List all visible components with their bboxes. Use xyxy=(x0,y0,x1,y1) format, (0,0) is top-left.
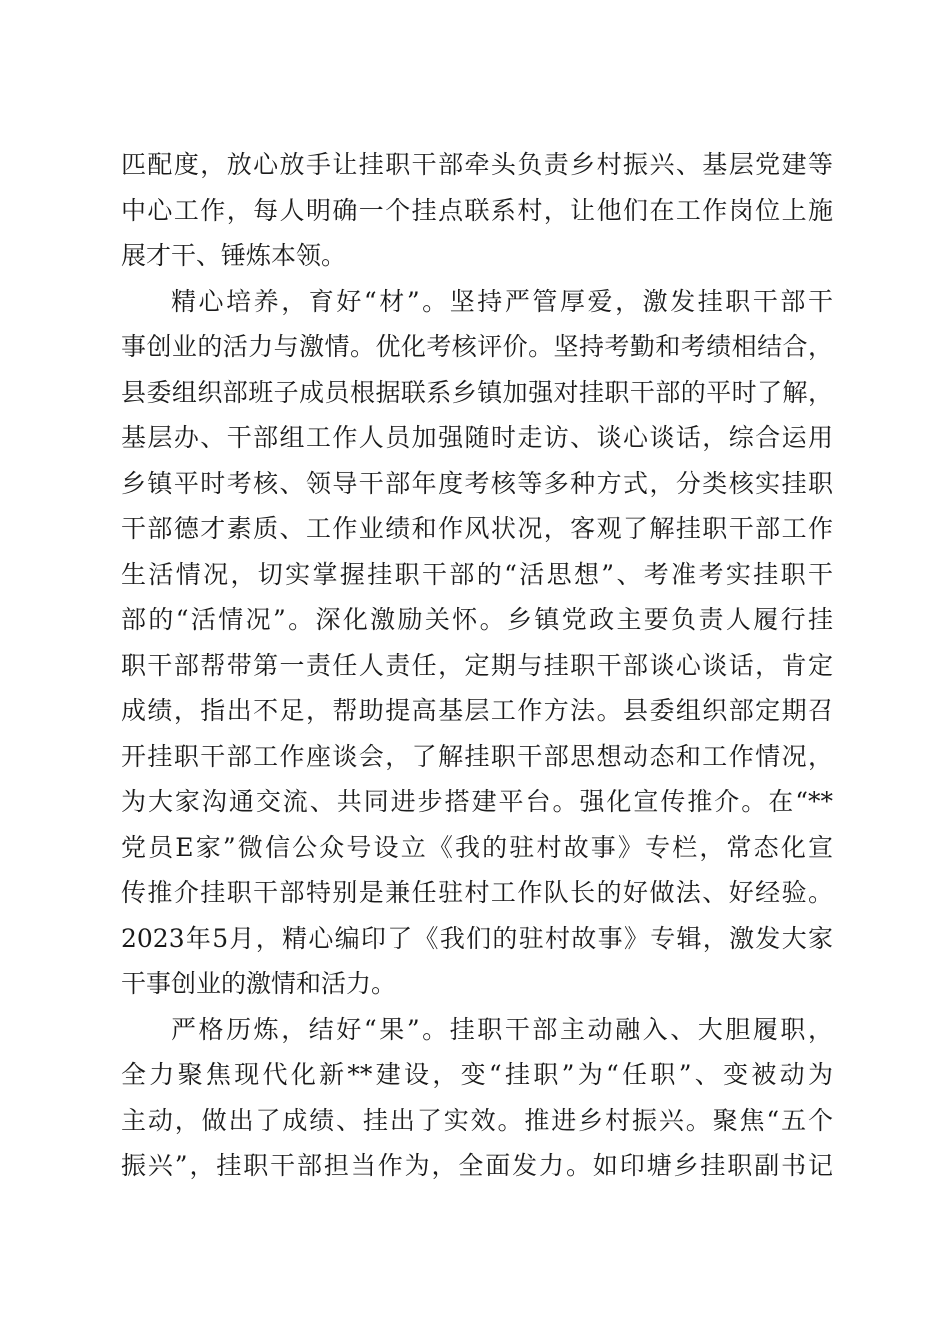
text-line: 传推介挂职干部特别是兼任驻村工作队长的好做法、好经验。 xyxy=(121,878,833,907)
text-line: 县委组织部班子成员根据联系乡镇加强对挂职干部的平时了解， xyxy=(121,377,833,407)
text-line: 职干部帮带第一责任人责任，定期与挂职干部谈心谈话，肯定 xyxy=(121,650,833,680)
text-line: 成绩，指出不足，帮助提高基层工作方法。县委组织部定期召 xyxy=(121,696,833,725)
text-line: 干部德才素质、工作业绩和作风状况，客观了解挂职干部工作 xyxy=(121,514,833,543)
text-line: 部的“活情况”。深化激励关怀。乡镇党政主要负责人履行挂 xyxy=(121,605,833,634)
text-line: 生活情况，切实掌握挂职干部的“活思想”、考准考实挂职干 xyxy=(121,559,833,589)
text-line: 振兴”，挂职干部担当作为，全面发力。如印塘乡挂职副书记 xyxy=(121,1151,833,1180)
text-line: 精心培养，育好“材”。坚持严管厚爱，激发挂职干部干 xyxy=(171,286,833,316)
text-line: 2023年5月，精心编印了《我们的驻村故事》专辑，激发大家 xyxy=(121,923,833,953)
text-line: 展才干、锤炼本领。 xyxy=(121,241,347,270)
text-line: 为大家沟通交流、共同进步搭建平台。强化宣传推介。在“** xyxy=(121,787,833,816)
text-line: 全力聚焦现代化新**建设，变“挂职”为“任职”、变被动为 xyxy=(121,1060,833,1089)
text-line: 严格历炼，结好“果”。挂职干部主动融入、大胆履职， xyxy=(171,1014,833,1044)
text-line: 干事创业的激情和活力。 xyxy=(121,969,397,998)
text-line: 主动，做出了成绩、挂出了实效。推进乡村振兴。聚焦“五个 xyxy=(121,1105,833,1135)
text-line: 中心工作，每人明确一个挂点联系村，让他们在工作岗位上施 xyxy=(121,195,833,225)
text-line: 事创业的活力与激情。优化考核评价。坚持考勤和考绩相结合， xyxy=(121,332,833,361)
text-line: 基层办、干部组工作人员加强随时走访、谈心谈话，综合运用 xyxy=(121,423,833,452)
text-line: 开挂职干部工作座谈会，了解挂职干部思想动态和工作情况， xyxy=(121,741,833,771)
text-line: 党员E家”微信公众号设立《我的驻村故事》专栏，常态化宣 xyxy=(121,832,833,862)
text-line: 乡镇平时考核、领导干部年度考核等多种方式，分类核实挂职 xyxy=(121,468,833,498)
text-line: 匹配度，放心放手让挂职干部牵头负责乡村振兴、基层党建等 xyxy=(121,150,833,179)
document-body xyxy=(121,142,833,1189)
